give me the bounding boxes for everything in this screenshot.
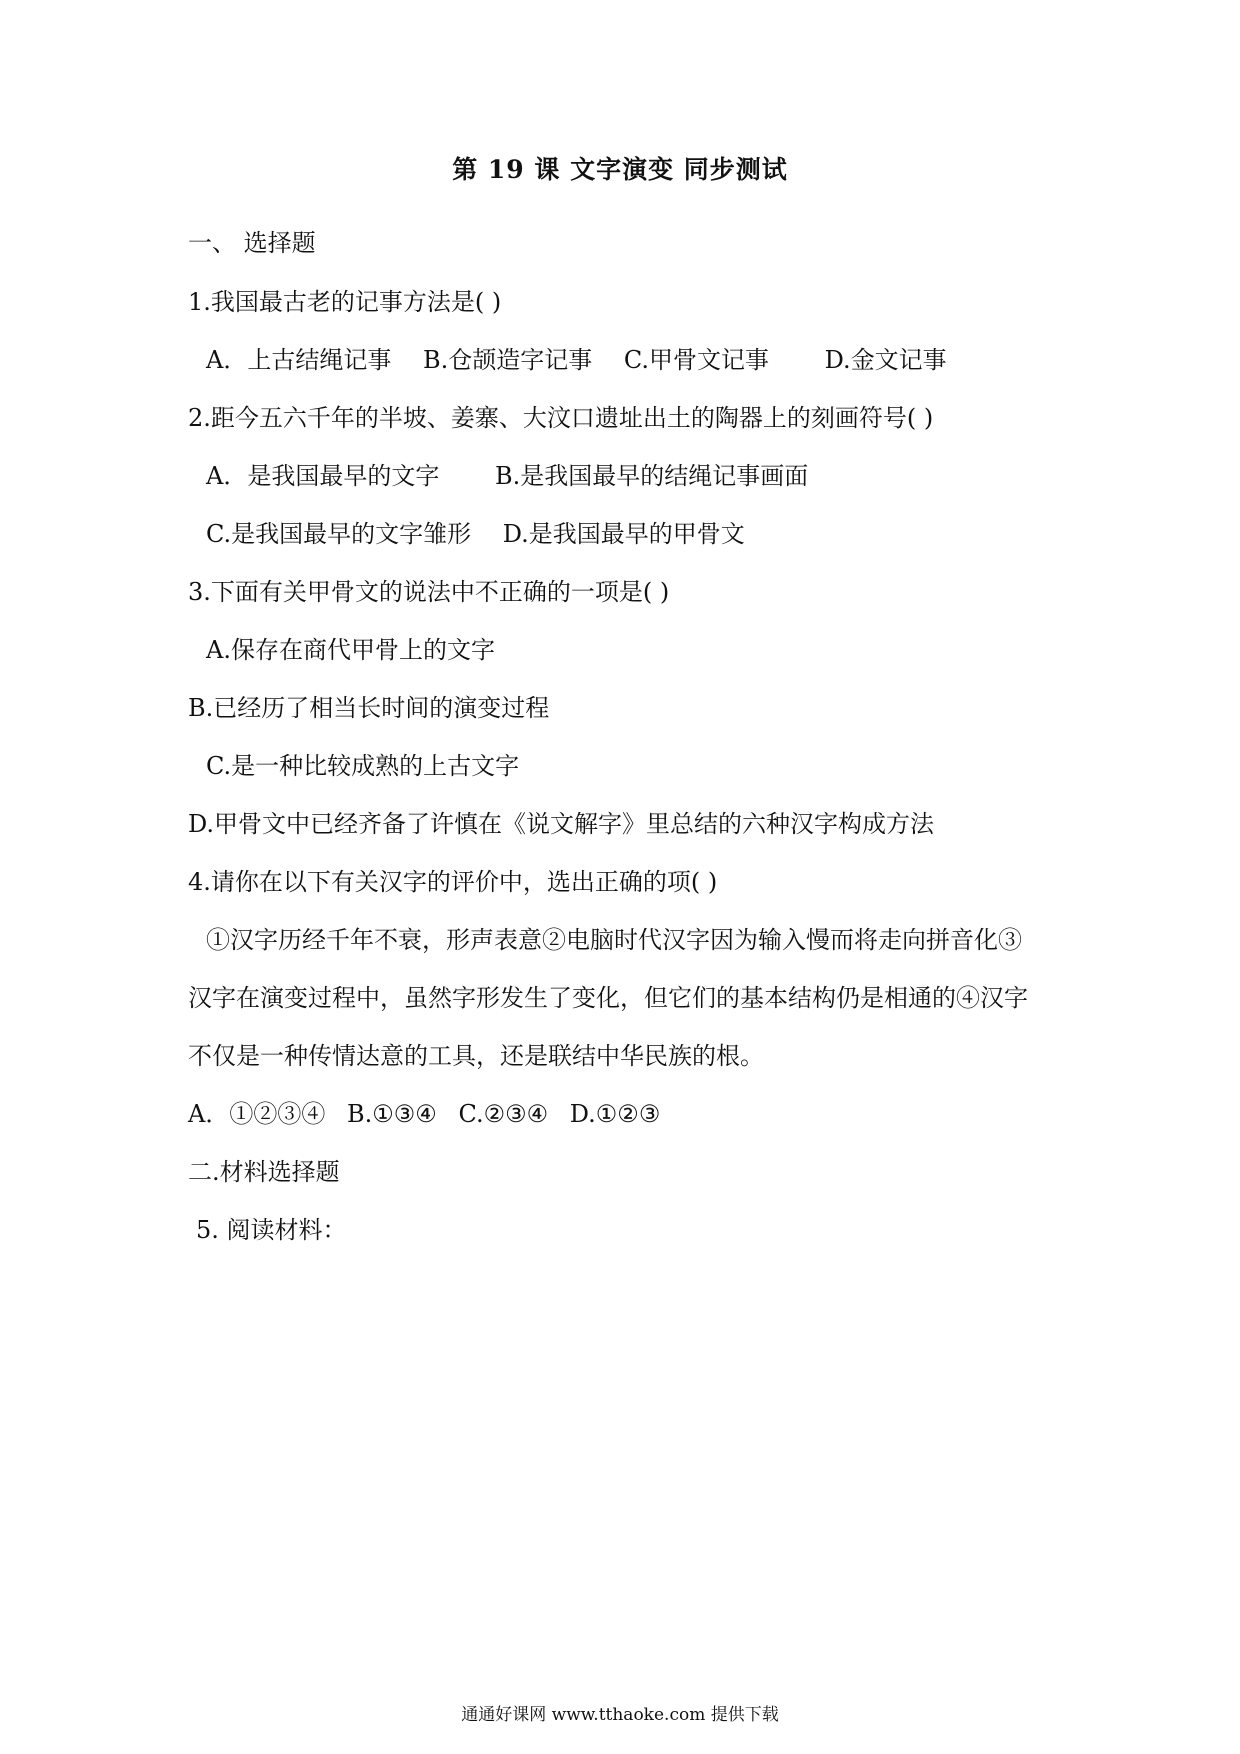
- q4-option-a: A．①②③④: [188, 1100, 326, 1128]
- q1-option-a: A．上古结绳记事: [206, 346, 392, 374]
- q3-option-c: C.是一种比较成熟的上古文字: [206, 752, 520, 780]
- question-3-stem: 3.下面有关甲骨文的说法中不正确的一项是( ): [188, 578, 670, 606]
- q3-option-a: A.保存在商代甲骨上的文字: [206, 636, 495, 664]
- section-heading-material: 二.材料选择题: [188, 1158, 340, 1186]
- question-1-options: [206, 345, 947, 375]
- q1-option-c: C.甲骨文记事: [623, 346, 770, 374]
- q1-option-b: B.仓颉造字记事: [422, 346, 593, 374]
- section-heading-choice: 一、 选择题: [188, 229, 316, 257]
- question-4-options: [188, 1099, 660, 1129]
- question-1-stem: 1.我国最古老的记事方法是( ): [188, 288, 502, 316]
- question-2-options-row1: [206, 461, 808, 491]
- q3-option-b: B.已经历了相当长时间的演变过程: [188, 694, 550, 722]
- page-footer: 通通好课网 www.tthaoke.com 提供下载: [461, 1705, 779, 1725]
- question-4-body-line-1: ①汉字历经千年不衰，形声表意②电脑时代汉字因为输入慢而将走向拼音化③: [206, 926, 1022, 954]
- q4-option-b: B.①③④: [346, 1100, 437, 1128]
- question-4-stem: 4.请你在以下有关汉字的评价中，选出正确的项( ): [188, 868, 718, 896]
- q2-option-c: C.是我国最早的文字雏形: [206, 520, 472, 548]
- question-4-body-line-2: 汉字在演变过程中，虽然字形发生了变化，但它们的基本结构仍是相通的④汉字: [188, 984, 1028, 1012]
- q1-option-d: D.金文记事: [824, 346, 947, 374]
- q4-option-d: D.①②③: [569, 1100, 661, 1128]
- question-2-options-row2: [206, 519, 745, 549]
- q2-option-b: B.是我国最早的结绳记事画面: [494, 462, 809, 490]
- question-5-stem: 5. 阅读材料：: [196, 1216, 347, 1244]
- q2-option-a: A．是我国最早的文字: [206, 462, 440, 490]
- q4-option-c: C.②③④: [458, 1100, 549, 1128]
- page-title: 第 19 课 文字演变 同步测试: [452, 155, 788, 184]
- q3-option-d: D.甲骨文中已经齐备了许慎在《说文解字》里总结的六种汉字构成方法: [188, 810, 935, 838]
- q2-option-d: D.是我国最早的甲骨文: [502, 520, 745, 548]
- question-2-stem: 2.距今五六千年的半坡、姜寨、大汶口遗址出土的陶器上的刻画符号( ): [188, 404, 934, 432]
- question-4-body-line-3: 不仅是一种传情达意的工具，还是联结中华民族的根。: [188, 1042, 764, 1070]
